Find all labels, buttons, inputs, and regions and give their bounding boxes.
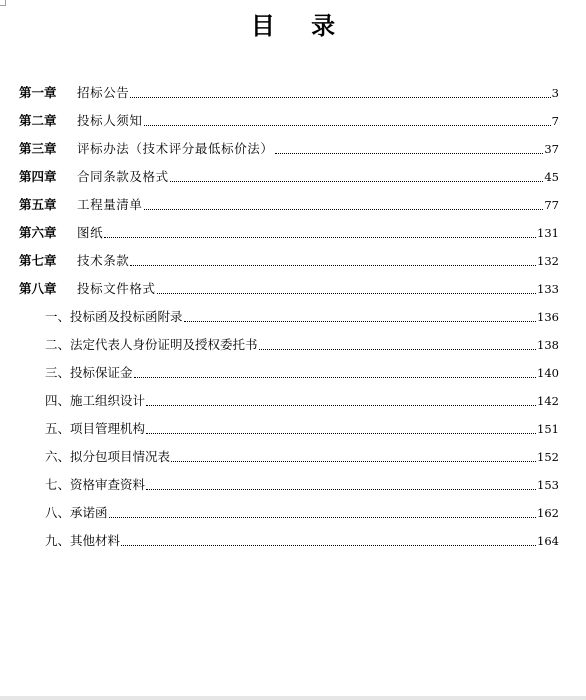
chapter-title: 投标人须知 bbox=[77, 113, 143, 128]
chapter-number: 第八章 bbox=[19, 281, 57, 296]
section-title: 六、拟分包项目情况表 bbox=[45, 449, 171, 464]
toc-section-4[interactable] bbox=[0, 381, 586, 409]
dot-leader bbox=[121, 544, 536, 546]
dot-leader bbox=[157, 292, 536, 294]
toc-section-1[interactable] bbox=[0, 297, 586, 325]
toc-section-5[interactable] bbox=[0, 409, 586, 437]
chapter-number: 第五章 bbox=[19, 197, 57, 212]
section-title: 二、法定代表人身份证明及授权委托书 bbox=[45, 337, 258, 352]
dot-leader bbox=[130, 264, 536, 266]
chapter-number: 第一章 bbox=[19, 85, 57, 100]
chapter-title: 合同条款及格式 bbox=[77, 169, 169, 184]
page-number: 37 bbox=[544, 142, 559, 156]
page-number: 3 bbox=[551, 86, 559, 100]
section-title: 五、项目管理机构 bbox=[45, 421, 146, 436]
chapter-number: 第二章 bbox=[19, 113, 57, 128]
toc-section-9[interactable] bbox=[0, 521, 586, 549]
page-number: 140 bbox=[537, 366, 559, 380]
toc-section-6[interactable] bbox=[0, 437, 586, 465]
page-number: 131 bbox=[537, 226, 559, 240]
dot-leader bbox=[104, 236, 536, 238]
page-number: 142 bbox=[537, 394, 559, 408]
toc-chapter-6[interactable] bbox=[0, 213, 586, 241]
chapter-title: 工程量清单 bbox=[77, 197, 143, 212]
chapter-title: 图纸 bbox=[77, 225, 104, 240]
dot-leader bbox=[146, 404, 536, 406]
dot-leader bbox=[170, 180, 544, 182]
dot-leader bbox=[275, 152, 544, 154]
section-title: 八、承诺函 bbox=[45, 505, 108, 520]
chapter-title: 招标公告 bbox=[77, 85, 130, 100]
toc-chapter-2[interactable] bbox=[0, 101, 586, 129]
chapter-number: 第四章 bbox=[19, 169, 57, 184]
toc-chapter-5[interactable] bbox=[0, 185, 586, 213]
page-corner-mark bbox=[0, 0, 6, 6]
dot-leader bbox=[146, 432, 536, 434]
section-title: 七、资格审查资料 bbox=[45, 477, 146, 492]
toc-section-8[interactable] bbox=[0, 493, 586, 521]
dot-leader bbox=[259, 348, 537, 350]
dot-leader bbox=[171, 460, 536, 462]
page-number: 151 bbox=[537, 422, 559, 436]
page-number: 7 bbox=[551, 114, 559, 128]
dot-leader bbox=[184, 320, 537, 322]
page-number: 138 bbox=[537, 338, 559, 352]
toc-chapter-1[interactable] bbox=[0, 73, 586, 101]
page-number: 45 bbox=[544, 170, 559, 184]
page-number: 132 bbox=[537, 254, 559, 268]
section-title: 三、投标保证金 bbox=[45, 365, 133, 380]
chapter-number: 第七章 bbox=[19, 253, 57, 268]
dot-leader bbox=[146, 488, 536, 490]
section-title: 四、施工组织设计 bbox=[45, 393, 146, 408]
toc-section-3[interactable] bbox=[0, 353, 586, 381]
toc-chapter-7[interactable] bbox=[0, 241, 586, 269]
dot-leader bbox=[109, 516, 537, 518]
page-number: 136 bbox=[537, 310, 559, 324]
page-number: 133 bbox=[537, 282, 559, 296]
page-number: 162 bbox=[537, 506, 559, 520]
toc-chapter-8[interactable] bbox=[0, 269, 586, 297]
page-number: 77 bbox=[544, 198, 559, 212]
chapter-number: 第三章 bbox=[19, 141, 57, 156]
page-title: 目 录 bbox=[250, 11, 350, 40]
page-number: 152 bbox=[537, 450, 559, 464]
toc-chapter-4[interactable] bbox=[0, 157, 586, 185]
dot-leader bbox=[144, 208, 544, 210]
section-title: 一、投标函及投标函附录 bbox=[45, 309, 183, 324]
toc-section-7[interactable] bbox=[0, 465, 586, 493]
dot-leader bbox=[130, 96, 550, 98]
toc-section-2[interactable] bbox=[0, 325, 586, 353]
dot-leader bbox=[144, 124, 551, 126]
section-title: 九、其他材料 bbox=[45, 533, 121, 548]
toc-chapter-3[interactable] bbox=[0, 129, 586, 157]
chapter-title: 技术条款 bbox=[77, 253, 130, 268]
chapter-title: 评标办法（技术评分最低标价法） bbox=[77, 141, 274, 156]
horizontal-scrollbar[interactable] bbox=[0, 696, 586, 700]
chapter-title: 投标文件格式 bbox=[77, 281, 156, 296]
dot-leader bbox=[134, 376, 537, 378]
table-of-contents bbox=[0, 73, 586, 549]
page-number: 153 bbox=[537, 478, 559, 492]
chapter-number: 第六章 bbox=[19, 225, 57, 240]
page-number: 164 bbox=[537, 534, 559, 548]
